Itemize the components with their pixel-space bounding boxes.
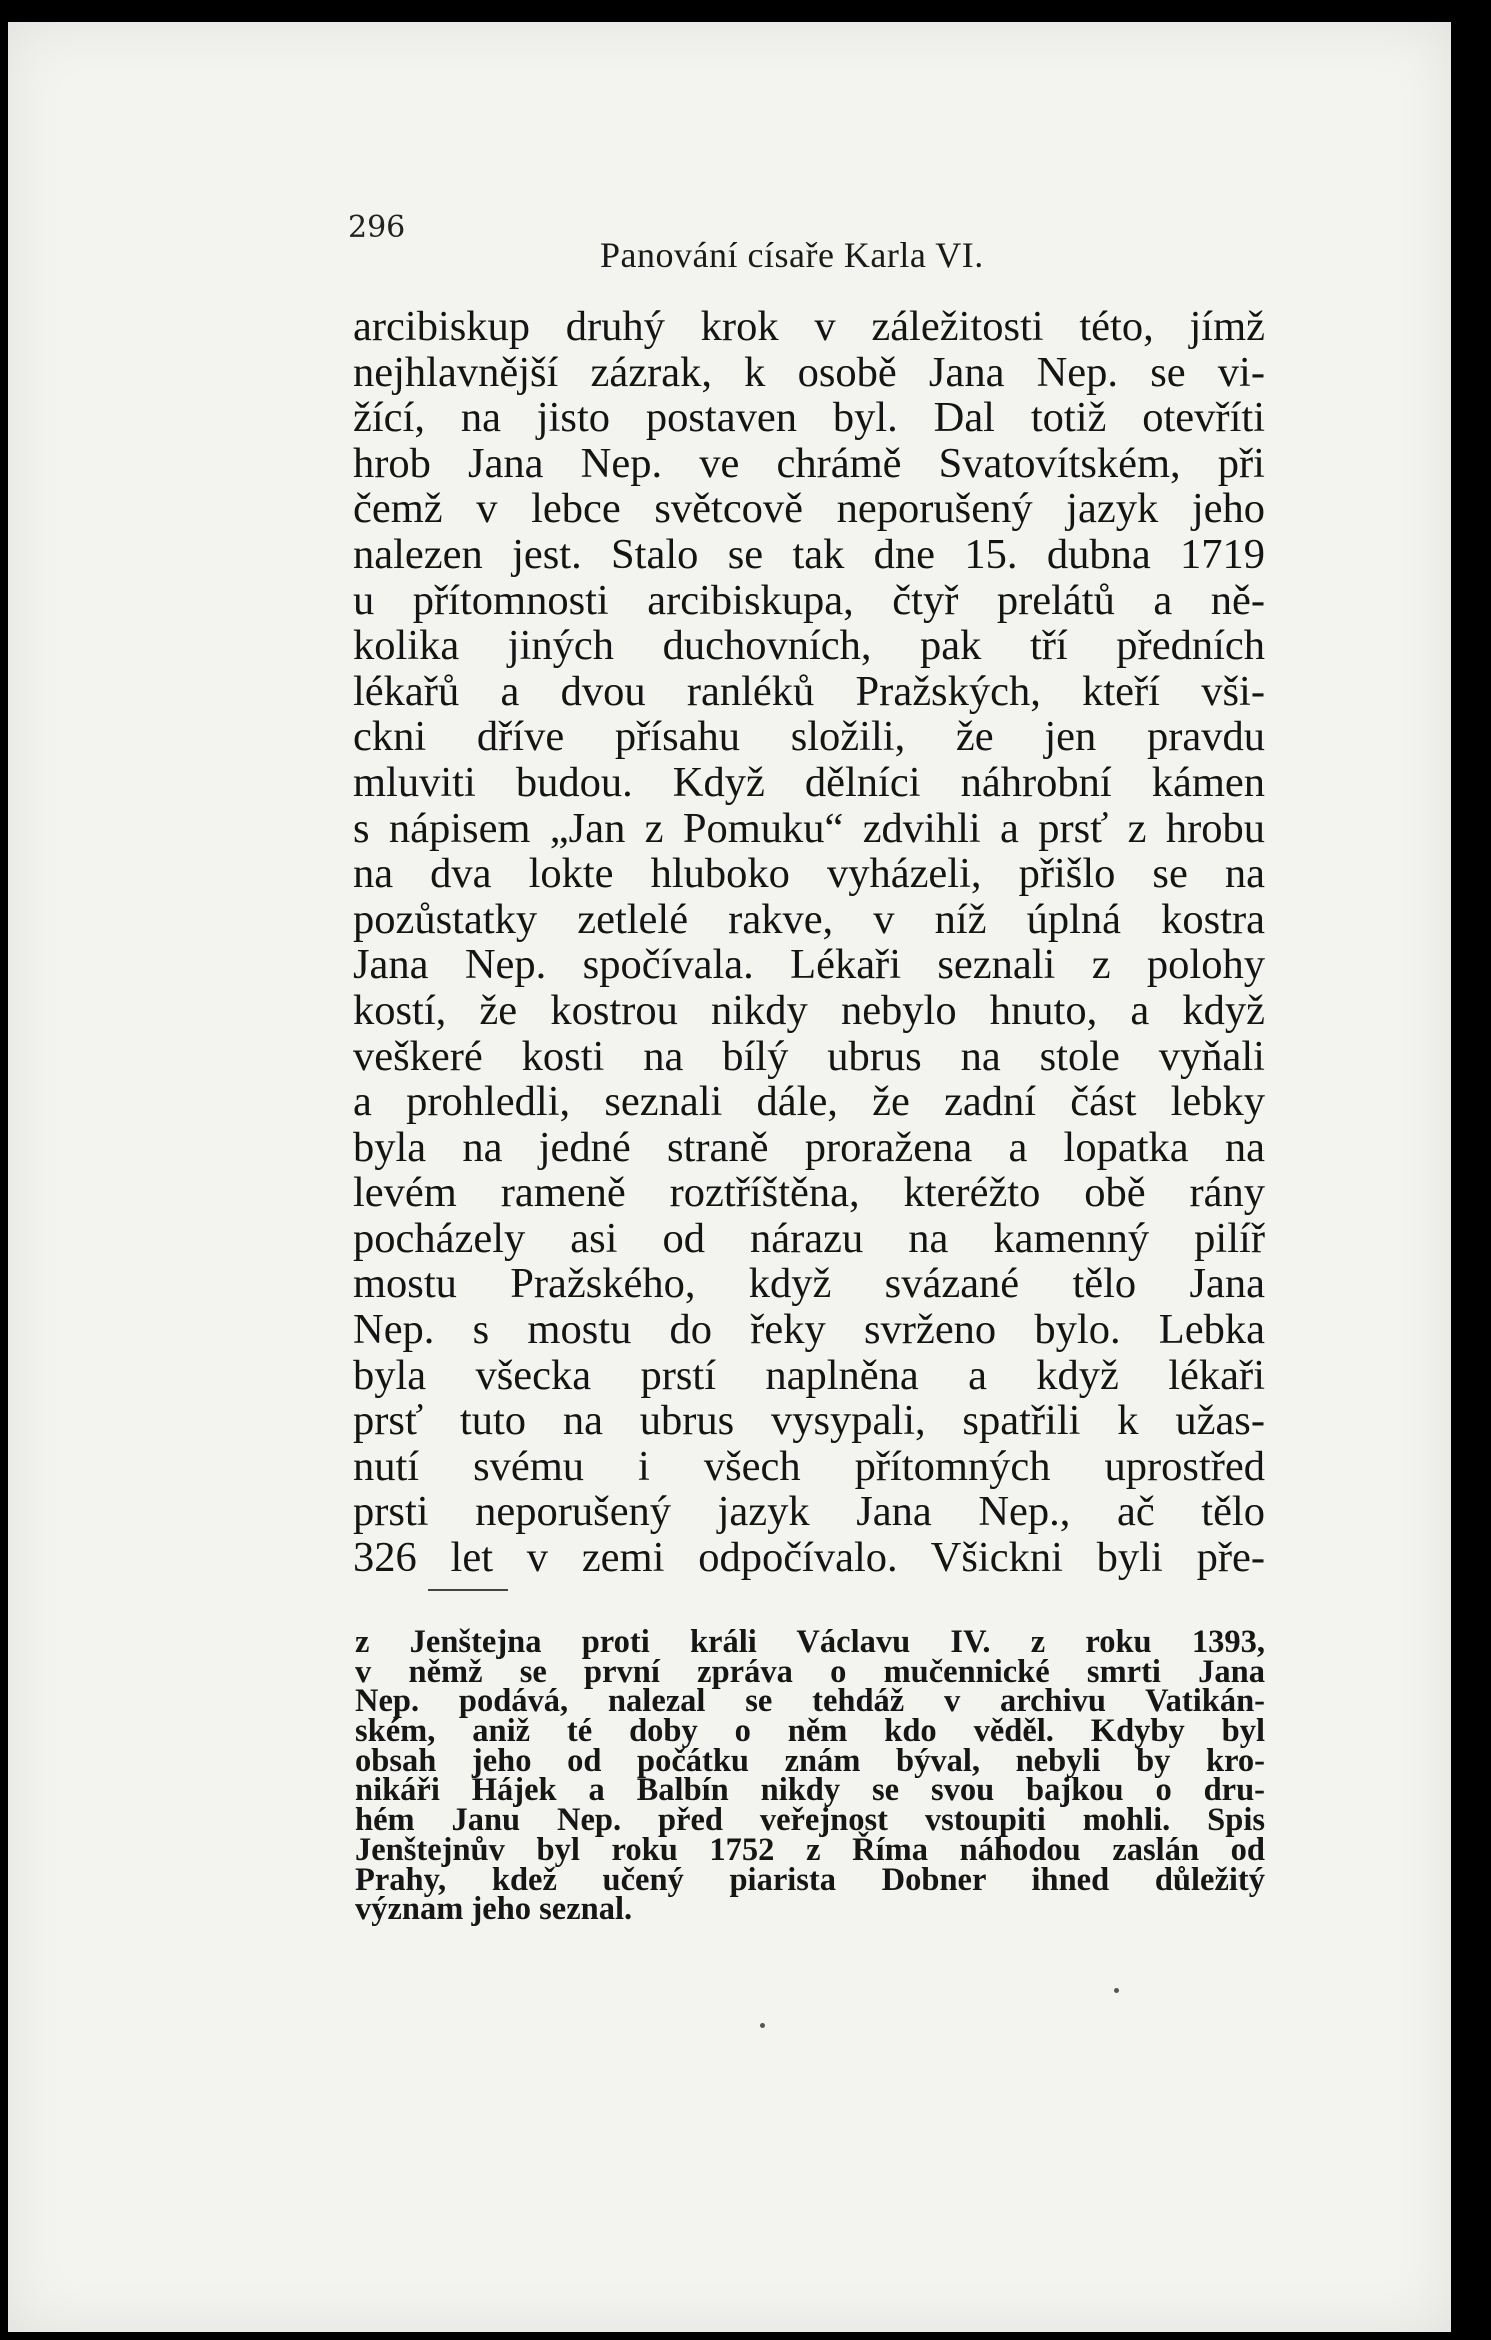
body-line: na dva lokte hluboko vyházeli, přišlo se na (353, 850, 1265, 898)
page-number: 296 (348, 210, 406, 245)
body-line: 326 let v zemi odpočívalo. Všickni byli pře- (353, 1534, 1265, 1582)
body-line: mostu Pražského, když svázané tělo Jana (353, 1260, 1265, 1308)
body-line: mluviti budou. Když dělníci náhrobní kámen (353, 758, 1265, 806)
body-line: prsť tuto na ubrus vysypali, spatřili k užas- (353, 1397, 1265, 1445)
body-text (353, 304, 1265, 1581)
body-line: pozůstatky zetlelé rakve, v níž úplná kostra (353, 895, 1265, 943)
footnote-line: Jenštejnův byl roku 1752 z Říma náhodou zaslán od (355, 1831, 1265, 1868)
body-line: levém rameně roztříštěna, kteréžto obě rány (353, 1169, 1265, 1217)
body-line: s nápisem „Jan z Pomuku“ zdvihli a prsť z hrobu (353, 804, 1265, 852)
ink-speck (1114, 1988, 1119, 1993)
running-head: Panování císaře Karla VI. (600, 235, 984, 275)
body-line: ckni dříve přísahu složili, že jen pravdu (353, 713, 1265, 761)
body-line: nutí svému i všech přítomných uprostřed (353, 1442, 1265, 1490)
footnote-line: nikáři Hájek a Balbín nikdy se svou bajkou o dru- (355, 1772, 1265, 1809)
book-page (8, 22, 1451, 2332)
body-line: žící, na jisto postaven byl. Dal totiž otevříti (353, 394, 1265, 442)
footnote-line: z Jenštejna proti králi Václavu IV. z roku 1393, (355, 1624, 1265, 1660)
footnote-line: obsah jeho od počátku znám býval, nebyli by kro- (355, 1742, 1265, 1779)
body-line: prsti neporušený jazyk Jana Nep., ač tělo (353, 1488, 1265, 1536)
body-line: nalezen jest. Stalo se tak dne 15. dubna 1719 (353, 530, 1265, 578)
footnote-line: Prahy, kdež učený piarista Dobner ihned důležitý (355, 1861, 1265, 1898)
footnote-line: v němž se první zpráva o mučennické smrti Jana (355, 1653, 1265, 1690)
body-line: u přítomnosti arcibiskupa, čtyř prelátů a ně- (353, 576, 1265, 624)
body-line: kolika jiných duchovních, pak tří předních (353, 622, 1265, 670)
body-line: lékařů a dvou ranléků Pražských, kteří vši- (353, 667, 1265, 715)
body-line: pocházely asi od nárazu na kamenný pilíř (353, 1214, 1265, 1262)
body-line: kostí, že kostrou nikdy nebylo hnuto, a když (353, 986, 1265, 1034)
ink-speck (760, 2023, 765, 2028)
footnote (355, 1624, 1265, 1928)
footnote-line: Nep. podává, nalezal se tehdáž v archivu Vatikán- (355, 1683, 1265, 1720)
footnote-line: ském, aniž té doby o něm kdo věděl. Kdyby byl (355, 1713, 1265, 1750)
footnote-separator (428, 1589, 508, 1591)
body-line: veškeré kosti na bílý ubrus na stole vyňali (353, 1032, 1265, 1080)
body-line: Jana Nep. spočívala. Lékaři seznali z polohy (353, 941, 1265, 989)
body-line: nejhlavnější zázrak, k osobě Jana Nep. se vi- (353, 348, 1265, 396)
body-line: byla všecka prstí naplněna a když lékaři (353, 1351, 1265, 1399)
body-line: hrob Jana Nep. ve chrámě Svatovítském, při (353, 439, 1265, 487)
footnote-line: hém Janu Nep. před veřejnost vstoupiti mohli. Spis (355, 1802, 1265, 1839)
body-line: a prohledli, seznali dále, že zadní část lebky (353, 1078, 1265, 1126)
body-line: Nep. s mostu do řeky svrženo bylo. Lebka (353, 1306, 1265, 1354)
body-line: arcibiskup druhý krok v záležitosti této, jímž (353, 303, 1265, 350)
body-line: byla na jedné straně proražena a lopatka na (353, 1123, 1265, 1171)
body-line: čemž v lebce světcově neporušený jazyk jeho (353, 485, 1265, 533)
footnote-line: význam jeho seznal. (355, 1891, 633, 1928)
